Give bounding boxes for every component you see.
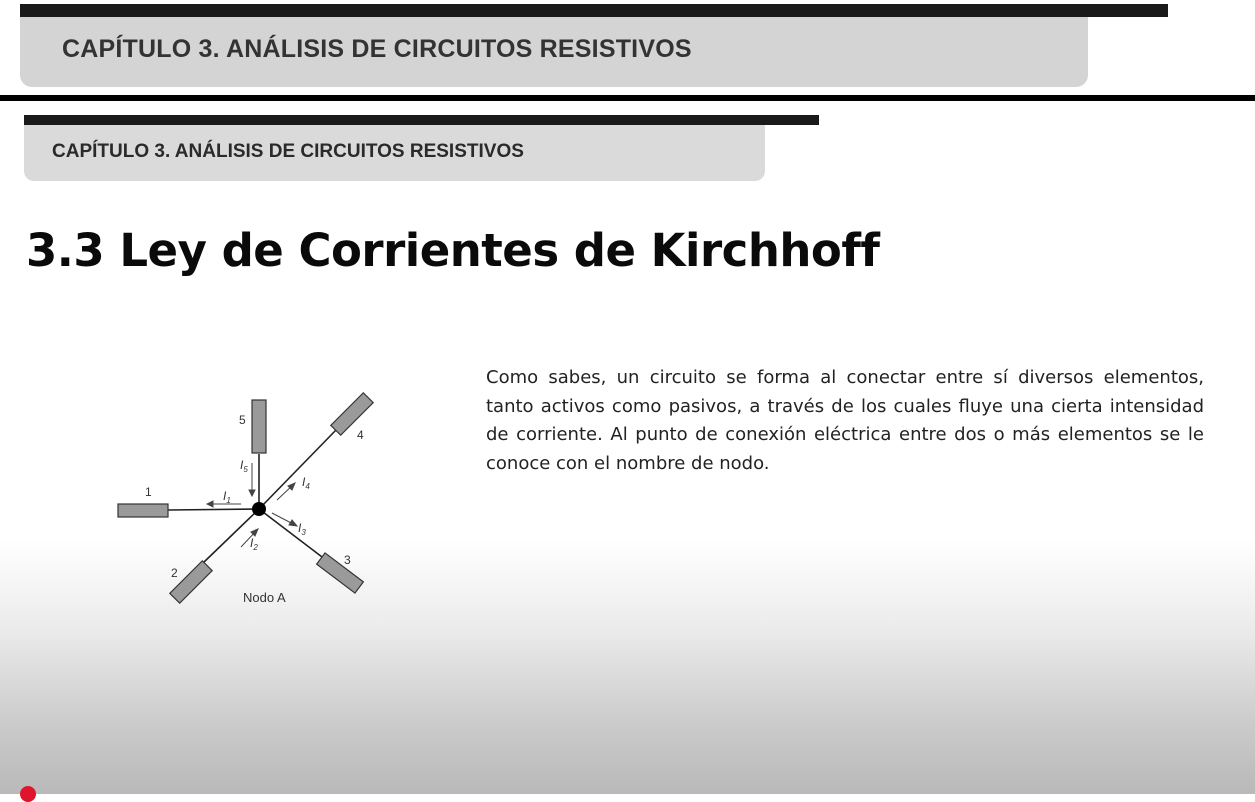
chapter-title-small: CAPÍTULO 3. ANÁLISIS DE CIRCUITOS RESISTIVOS [52,141,524,162]
label-element-4: 4 [357,428,364,442]
slide-divider [0,95,1255,101]
resistor-4 [331,393,373,435]
label-element-2: 2 [171,566,178,580]
body-paragraph: Como sabes, un circuito se forma al conectar entre sí diversos elementos, tanto activos como pasivos, a través de los cuales fluye una cierta intensidad de corriente. Al punto de conexión eléctrica entre dos o más elementos se le conoce con el nombre de nodo. [486,367,1204,474]
label-element-5: 5 [239,413,246,427]
node-caption: Nodo A [243,590,286,605]
resistor-1 [118,504,168,517]
label-element-1: 1 [145,485,152,499]
node-a-dot [252,502,266,516]
chapter-header-large [20,17,1088,87]
label-current-i1: $I_1$ [223,489,231,505]
node-diagram [100,375,400,615]
header-top-bar [20,4,1168,17]
resistor-3 [317,553,364,593]
red-indicator-dot [20,786,36,802]
wire-1 [168,509,259,510]
label-current-i2: $I_2$ [250,536,258,552]
label-current-i5: $I_5$ [240,458,248,474]
label-element-3: 3 [344,553,351,567]
header-top-bar-small [24,115,819,125]
label-current-i3: $I_3$ [298,521,306,537]
chapter-title-large: CAPÍTULO 3. ANÁLISIS DE CIRCUITOS RESISTIVOS [62,35,692,63]
chapter-header-small [24,125,765,181]
resistor-5 [252,400,266,453]
section-title: 3.3 Ley de Corrientes de Kirchhoff [26,224,880,277]
wire-4 [259,430,336,509]
label-current-i4: $I_4$ [302,475,310,491]
wire-3 [259,509,326,560]
